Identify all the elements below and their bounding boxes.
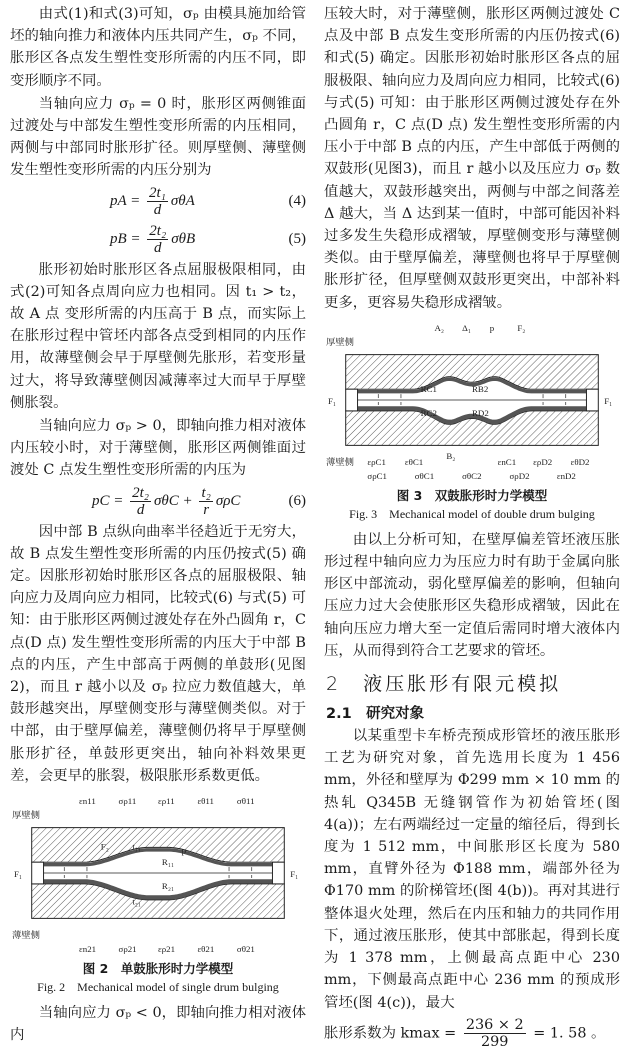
left-plug xyxy=(32,862,44,884)
double-drum-diagram xyxy=(324,321,620,485)
diagram-label-f2: F₂ xyxy=(100,841,109,852)
diagram-label-f2: F₂ xyxy=(517,322,526,333)
eq-rhs: σρC xyxy=(215,493,241,510)
diagram-label-r11: R₁₁ xyxy=(161,857,175,868)
diagram-label-et21: εθ21 xyxy=(197,944,215,955)
paragraph: 由以上分析可知，在壁厚偏差管坯液压胀形过程中轴向应力为压应力时有助于金属向胀形区中部流动，弱化壁厚偏差的影响，但轴向压应力过大会使胀形区失稳形成褶皱，因此在轴向压应力增大至一定值后需同时增大液体内压，从而得到符合工艺要求的管坯。 xyxy=(324,531,620,659)
diagram-label-b2: B₂ xyxy=(446,451,456,462)
diagram-label-a2: A₂ xyxy=(434,322,445,333)
eq-numerator: 236 × 2 xyxy=(465,1017,524,1034)
diagram-label-enc1: εnC1 xyxy=(497,457,517,468)
diagram-label-sp21: σρ21 xyxy=(118,944,137,955)
paragraph: 由式(1)和式(3)可知，σₚ 由模具施加给管坯的轴向推力和液体内压共同产生，σₚ 不同，胀形区各点发生塑性变形所需的内压不同，即变形顺序不同。 xyxy=(10,6,306,89)
left-column xyxy=(10,3,306,1048)
eq-term: σθC + xyxy=(154,493,193,510)
diagram-label-stc2: σθC2 xyxy=(462,470,482,481)
upper-die xyxy=(32,828,285,863)
paragraph: 因中部 B 点纵向曲率半径趋近于无穷大，故 B 点发生塑性变形所需的内压仍按式(5) 确定。因胀形初始时胀形区各点的屈服极限、轴向应力及周向应力相同，比较式(6) 与式(5) 可知：由于胀形区两侧过渡处存在外凸圆角 r，C 点(D 点) 发生塑性变形所需的内压大于中部 B 点的内压，产生中部高于两侧的单鼓形(见图2)，而且 r 越小以及 σₚ 拉应力数值越大，单鼓形越突出，厚壁侧变形与薄壁侧类似。对于中部，由于壁厚偏差，薄壁侧仍将早于厚壁侧胀形扩径，单鼓形更突出，轴向补料效果更差，会更早的胀裂，极限胀形系数更低。 xyxy=(10,523,306,784)
figure-3-caption-cn: 图 3 双鼓胀形时力学模型 xyxy=(396,487,548,503)
eq-numerator: 2t₁ xyxy=(149,185,166,202)
eq-numerator: 2t₂ xyxy=(132,485,150,502)
diagram-label-rb2: RB2 xyxy=(472,383,489,394)
diagram-label-st11: σθ11 xyxy=(236,796,255,807)
section-heading: 2 液压胀形有限元模拟 xyxy=(326,673,562,696)
figure-2-caption-en: Fig. 2 Mechanical model of single drum bulging xyxy=(37,980,279,995)
diagram-label-ep11: ερ11 xyxy=(157,796,175,807)
paragraph: 当轴向应力 σₚ > 0，即轴向推力相对液体内压较小时，对于薄壁侧，胀形区两侧锥面过渡处 C 点发生塑性变形所需的内压为 xyxy=(10,418,306,479)
eq-rhs: σθB xyxy=(171,231,196,248)
diagram-label-et11: εθ11 xyxy=(197,796,214,807)
paragraph: 当轴向应力 σₚ < 0，即轴向推力相对液体内 xyxy=(10,1005,306,1044)
eq-denominator: r xyxy=(203,502,210,519)
diagram-label-r21: R₂₁ xyxy=(161,880,175,891)
equation-5 xyxy=(10,222,306,258)
eq-denominator: d xyxy=(153,240,162,257)
right-plug xyxy=(272,862,284,884)
diagram-label-stc1: σθC1 xyxy=(414,470,435,481)
eq-lhs: pC = xyxy=(92,493,124,510)
diagram-label-end2: εnD2 xyxy=(556,470,576,481)
diagram-label-rc1: RC1 xyxy=(420,383,437,394)
diagram-label-spd2: σρD2 xyxy=(509,470,530,481)
diagram-label-delta: Δ₁ xyxy=(462,322,471,333)
diagram-label-ep21: ερ21 xyxy=(157,944,176,955)
diagram-label-p: p xyxy=(489,322,495,333)
paragraph: 胀形初始时胀形区各点屈服极限相同，由式(2)可知各点周向应力也相同。因 t₁ > t₂，故 A 点 变形所需的内压高于 B 点，而实际上在胀形过程中管坯内部各点受到相同的内压作用，故薄壁侧会早于厚壁侧先胀形，若变形量过大，将导致薄壁侧因减薄率过大而早于厚壁侧胀裂。 xyxy=(10,261,306,411)
paragraph: 当轴向应力 σₚ = 0 时，胀形区两侧锥面过渡处与中部发生塑性变形所需的内压相同，两侧与中部同时胀形扩径。则厚壁侧、薄壁侧发生塑性变形所需的内压分别为 xyxy=(10,95,306,179)
diagram-label-thin: 薄壁侧 xyxy=(325,457,355,469)
diagram-label-thick: 厚壁侧 xyxy=(11,809,41,821)
diagram-label-en21: εn21 xyxy=(79,944,97,955)
eq-rhs: = 1. 58 。 xyxy=(533,1025,606,1042)
eq-denominator: d xyxy=(136,502,145,519)
diagram-label-spc1: σρC1 xyxy=(367,470,387,481)
diagram-label-rc2: RC2 xyxy=(420,407,437,418)
paragraph: 以某重型卡车桥壳预成形管坯的液压胀形工艺为研究对象，首先选用长度为 1 456 mm，外径和壁厚为 Φ299 mm × 10 mm 的热轧 Q345B 无缝钢管作为初始管坯(图 4(a))；左右两端经过一定量的缩径后，得到长度为 1 512 mm，中间胀形区长度为 580 mm，直臂外径为 Φ188 mm，端部外径为 Φ170 mm 的阶梯管坯(图 4(b))。再对其进行整体退火处理，然后在内压和轴力的共同作用下，通过液压胀形，使其中部胀起，得到长度为 1 378 mm，上侧最高点距中心 230 mm，下侧最高点距中心 236 mm 的预成形管坯(图 4(c))，最大 xyxy=(324,728,620,1011)
diagram-label-f1-right: F₁ xyxy=(290,869,299,880)
diagram-label-epd2: ερD2 xyxy=(533,457,553,468)
diagram-label-etd2: εθD2 xyxy=(570,457,590,468)
diagram-label-st21: σθ21 xyxy=(236,944,255,955)
diagram-label-thick: 厚壁侧 xyxy=(325,336,355,348)
diagram-label-f1-right: F₁ xyxy=(604,395,613,406)
left-plug xyxy=(346,389,358,411)
equation-6 xyxy=(10,484,306,520)
diagram-label-epc1: ερC1 xyxy=(367,457,386,468)
diagram-label-en11: εn11 xyxy=(79,796,96,807)
diagram-label-thin: 薄壁侧 xyxy=(11,930,41,942)
eq-lhs: pA = xyxy=(110,193,141,210)
single-drum-diagram xyxy=(10,794,306,958)
diagram-label-sp11: σρ11 xyxy=(118,796,137,807)
lower-die xyxy=(32,884,285,919)
right-column xyxy=(324,3,620,1053)
equation-4 xyxy=(10,184,306,220)
diagram-label-rd2: RD2 xyxy=(472,407,489,418)
figure-3-caption-en: Fig. 3 Mechanical model of double drum bulging xyxy=(349,506,595,521)
diagram-label-t11: t₁₁ xyxy=(132,841,142,852)
equation-number: (5) xyxy=(288,231,306,248)
equation-number: (4) xyxy=(288,193,306,210)
eq-lhs: 胀形系数为 kmax = xyxy=(324,1025,457,1042)
kmax-equation xyxy=(324,1016,620,1052)
diagram-label-t21: t₂₁ xyxy=(132,896,142,907)
diagram-label-f1-left: F₁ xyxy=(13,869,22,880)
eq-lhs: pB = xyxy=(110,231,141,248)
eq-denominator: 299 xyxy=(481,1034,509,1051)
paragraph: 压较大时，对于薄壁侧，胀形区两侧过渡处 C 点及中部 B 点发生变形所需的内压仍按式(6) 和式(5) 确定。因胀形初始时胀形区各点的屈服极限、轴向应力及周向应力相同，比较式(6) 与式(5) 可知：由于胀形区两侧过渡处存在外凸圆角 r，C 点(D 点) 发生塑性变形所需的内压小于中部 B 点的内压，产生中部低于两侧的双鼓形(见图3)，而且 r 越小以及压应力 σₚ 数值越大，双鼓形越突出，两侧与中部之间落差 Δ 越大，当 Δ 达到某一值时，中部可能因补料过多发生失稳形成褶皱，厚壁侧变形与薄壁侧类似。由于壁厚偏差，薄壁侧也将早于厚壁侧胀形扩径，但厚壁侧双鼓形更突出，中部补料更多，更容易失稳形成褶皱。 xyxy=(324,6,620,311)
diagram-label-etc1: εθC1 xyxy=(404,457,424,468)
equation-number: (6) xyxy=(288,493,306,510)
eq-denominator: d xyxy=(153,202,162,219)
diagram-label-p: p xyxy=(181,845,187,856)
eq-rhs: σθA xyxy=(170,193,195,210)
right-plug xyxy=(586,389,598,411)
eq-numerator: 2t₂ xyxy=(149,223,167,240)
figure-2-caption-cn: 图 2 单鼓胀形时力学模型 xyxy=(82,961,234,977)
subsection-heading: 2.1 研究对象 xyxy=(326,706,425,723)
diagram-label-f1-left: F₁ xyxy=(327,395,336,406)
eq-numerator: t₂ xyxy=(201,485,211,502)
